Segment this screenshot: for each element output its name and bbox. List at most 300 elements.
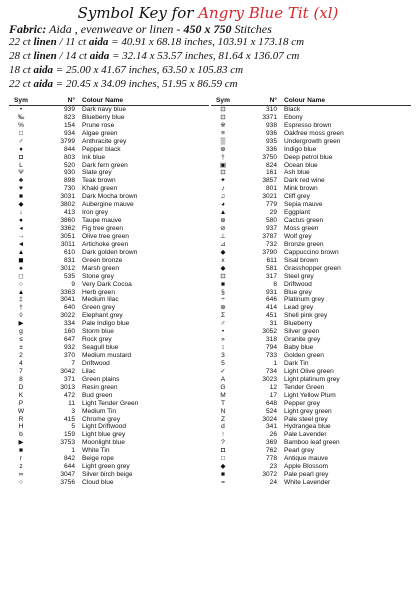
number-cell: 823 xyxy=(63,113,75,121)
symbol-cell: ◄ xyxy=(17,240,25,248)
header-num: N° xyxy=(269,97,277,104)
table-row xyxy=(211,447,411,455)
table-row xyxy=(9,368,209,376)
number-cell: 524 xyxy=(265,407,277,415)
colour-name-cell: Artichoke green xyxy=(82,240,129,248)
symbol-cell: ✦ xyxy=(220,177,226,185)
table-row xyxy=(211,360,411,368)
colour-name-cell: Blueberry xyxy=(284,320,313,328)
number-cell: 3023 xyxy=(262,375,277,383)
table-row xyxy=(9,122,209,130)
table-row xyxy=(9,273,209,281)
pattern-name: Angry Blue Tit (xl) xyxy=(198,4,339,22)
symbol-cell: r xyxy=(19,455,23,463)
colour-name-cell: Undergrowth green xyxy=(284,137,341,145)
colour-name-cell: Lead grey xyxy=(284,304,314,312)
colour-name-cell: Green plains xyxy=(82,375,120,383)
number-cell: 159 xyxy=(63,431,75,439)
colour-name-cell: Ocean blue xyxy=(284,161,318,169)
colour-name-cell: Ash blue xyxy=(284,169,310,177)
colour-name-cell: Baby blue xyxy=(284,344,314,352)
colour-name-cell: Iron grey xyxy=(82,209,109,217)
table-row xyxy=(211,201,411,209)
symbol-cell: Σ xyxy=(220,312,226,320)
table-row xyxy=(9,177,209,185)
table-row xyxy=(9,352,209,360)
table-row xyxy=(9,296,209,304)
table-row xyxy=(211,162,411,170)
colour-name-cell: Marsh green xyxy=(82,264,120,272)
table-row xyxy=(211,193,411,201)
size-dims: = 40.91 x 68.18 inches, 103.91 x 173.18 cm xyxy=(111,36,305,48)
number-cell: 3021 xyxy=(262,193,277,201)
number-cell: 648 xyxy=(265,399,277,407)
table-row xyxy=(9,416,209,424)
table-row xyxy=(211,225,411,233)
table-row xyxy=(211,455,411,463)
table-row xyxy=(211,281,411,289)
symbol-cell: 4 xyxy=(19,359,23,367)
colour-name-cell: Black xyxy=(284,105,301,113)
size-count: 22 ct xyxy=(9,36,31,48)
stitch-count: 450 x 750 xyxy=(183,22,232,36)
size-line xyxy=(9,50,409,62)
page-title xyxy=(0,4,416,22)
number-cell: 646 xyxy=(265,296,277,304)
symbol-cell: b xyxy=(19,431,23,439)
title-prefix: Symbol Key for xyxy=(77,4,194,22)
key-table-right xyxy=(211,97,411,487)
table-row xyxy=(211,384,411,392)
size-dims: = 32.14 x 53.57 inches, 81.64 x 136.07 cm xyxy=(112,50,300,62)
number-cell: 3753 xyxy=(60,439,75,447)
colour-name-cell: Mink brown xyxy=(284,185,318,193)
number-cell: 801 xyxy=(265,185,277,193)
symbol-cell: ▲ xyxy=(17,288,25,296)
table-row xyxy=(9,455,209,463)
header-sym: Sym xyxy=(14,97,28,104)
table-row xyxy=(211,209,411,217)
symbol-cell: ÷ xyxy=(221,296,225,304)
symbol-cell: ▶ xyxy=(18,439,24,447)
table-row xyxy=(9,400,209,408)
number-cell: 580 xyxy=(265,217,277,225)
number-cell: 11 xyxy=(68,399,75,407)
table-row xyxy=(9,423,209,431)
symbol-cell: 8 xyxy=(19,375,23,383)
table-row xyxy=(211,376,411,384)
colour-name-cell: Pale steel grey xyxy=(284,415,328,423)
colour-name-cell: Silver birch beige xyxy=(82,471,133,479)
table-row xyxy=(9,138,209,146)
colour-name-cell: Dark navy blue xyxy=(82,105,126,113)
colour-name-cell: Antique mauve xyxy=(284,455,328,463)
number-cell: 803 xyxy=(63,153,75,161)
colour-name-cell: Shell pink grey xyxy=(284,312,328,320)
symbol-cell: ≤ xyxy=(19,336,23,344)
table-row xyxy=(9,312,209,320)
colour-name-cell: Dark fern green xyxy=(82,161,128,169)
key-table-right-body xyxy=(211,106,411,487)
number-cell: 611 xyxy=(266,256,277,264)
symbol-cell: ※ xyxy=(220,121,226,129)
symbol-cell: K xyxy=(18,391,24,399)
table-row xyxy=(9,225,209,233)
colour-name-cell: Espresso brown xyxy=(284,121,332,129)
table-row xyxy=(211,114,411,122)
colour-name-cell: Stone grey xyxy=(82,272,114,280)
symbol-cell: P xyxy=(18,399,24,407)
colour-name-cell: Green bronze xyxy=(82,256,123,264)
symbol-cell: ■ xyxy=(221,280,225,288)
colour-name-cell: Moss green xyxy=(284,225,319,232)
size-line xyxy=(9,64,409,76)
number-cell: 318 xyxy=(265,336,277,344)
colour-name-cell: White Tin xyxy=(82,447,110,455)
colour-name-cell: Cloud blue xyxy=(82,479,114,486)
symbol-cell: • xyxy=(221,328,225,336)
table-row xyxy=(211,249,411,257)
size-type-aida: aida xyxy=(33,78,54,90)
number-cell: 938 xyxy=(265,121,277,129)
number-cell: 23 xyxy=(269,463,277,471)
table-row xyxy=(9,130,209,138)
number-cell: 3052 xyxy=(262,328,277,336)
colour-name-cell: Taupe mauve xyxy=(82,217,122,225)
table-row xyxy=(9,185,209,193)
colour-name-cell: Light platinum grey xyxy=(284,375,340,383)
symbol-cell: M xyxy=(220,391,226,399)
symbol-cell: ■ xyxy=(221,471,225,479)
table-row xyxy=(211,439,411,447)
number-cell: 3790 xyxy=(262,248,277,256)
table-row xyxy=(9,360,209,368)
table-row xyxy=(9,265,209,273)
size-line xyxy=(9,78,409,90)
colour-name-cell: Sepia mauve xyxy=(284,201,323,209)
number-cell: 3371 xyxy=(262,113,277,121)
colour-name-cell: Hydrangea blue xyxy=(284,423,331,431)
colour-name-cell: Very Dark Cocoa xyxy=(82,280,132,288)
table-row xyxy=(211,177,411,185)
number-cell: 520 xyxy=(63,161,75,169)
table-row xyxy=(211,154,411,162)
size-dims: = 25.00 x 41.67 inches, 63.50 x 105.83 cm xyxy=(55,64,244,76)
number-cell: 647 xyxy=(63,336,75,344)
colour-name-cell: Algae green xyxy=(82,129,118,137)
number-cell: 26 xyxy=(269,431,277,439)
table-row xyxy=(9,304,209,312)
table-row xyxy=(9,193,209,201)
colour-name-cell: Prune rose xyxy=(82,121,115,129)
table-row xyxy=(211,257,411,265)
number-cell: 24 xyxy=(269,479,277,486)
symbol-cell: ◻ xyxy=(18,272,24,280)
number-cell: 336 xyxy=(265,145,277,153)
stitch-suffix: Stitches xyxy=(234,22,272,36)
number-cell: 3031 xyxy=(60,193,75,201)
number-cell: 1 xyxy=(273,359,277,367)
number-cell: 535 xyxy=(63,272,75,280)
symbol-cell: ◕ xyxy=(221,201,225,209)
number-cell: 31 xyxy=(269,320,277,328)
table-row xyxy=(211,273,411,281)
symbol-cell: ? xyxy=(221,439,225,447)
number-cell: 161 xyxy=(265,169,277,177)
colour-name-cell: Light Tender Green xyxy=(82,399,139,407)
table-row xyxy=(211,400,411,408)
symbol-cell: ♪ xyxy=(221,185,225,193)
number-cell: 3857 xyxy=(262,177,277,185)
colour-name-cell: Deep petrol blue xyxy=(284,153,333,161)
number-cell: 341 xyxy=(265,423,277,431)
colour-name-cell: Storm blue xyxy=(82,328,114,336)
colour-name-cell: Bronze green xyxy=(284,240,324,248)
symbol-cell: N xyxy=(220,407,226,415)
number-cell: 472 xyxy=(63,391,75,399)
table-row xyxy=(9,249,209,257)
colour-name-cell: Fig tree green xyxy=(82,225,124,232)
number-cell: 824 xyxy=(265,161,277,169)
symbol-cell: 3 xyxy=(221,352,225,359)
symbol-cell: Z xyxy=(220,415,226,423)
table-row xyxy=(9,336,209,344)
symbol-cell: ○ xyxy=(19,479,23,486)
symbol-cell: ◆ xyxy=(220,463,226,471)
table-row xyxy=(9,471,209,479)
colour-name-cell: Moonlight blue xyxy=(82,439,125,447)
colour-name-cell: Medium lilac xyxy=(82,296,119,304)
symbol-cell: ▣ xyxy=(219,161,227,169)
number-cell: 732 xyxy=(265,240,277,248)
colour-name-cell: Medium mustard xyxy=(82,352,132,359)
table-row xyxy=(211,368,411,376)
table-row xyxy=(9,384,209,392)
symbol-cell: = xyxy=(221,479,225,486)
colour-name-cell: Light green grey xyxy=(82,463,130,471)
header-num: N° xyxy=(67,97,75,104)
symbol-cell: ‰ xyxy=(17,113,25,121)
number-cell: 937 xyxy=(265,225,277,232)
table-row xyxy=(211,233,411,241)
colour-name-cell: Aubergine mauve xyxy=(82,201,134,209)
colour-name-cell: Tender Green xyxy=(284,383,325,391)
symbol-cell: † xyxy=(19,304,23,312)
number-cell: 3756 xyxy=(60,479,75,486)
colour-name-cell: Khaki green xyxy=(82,185,118,193)
table-row xyxy=(211,312,411,320)
table-row xyxy=(9,241,209,249)
colour-name-cell: Steel grey xyxy=(284,272,314,280)
number-cell: 730 xyxy=(63,185,75,193)
colour-name-cell: Light Driftwood xyxy=(82,423,126,431)
symbol-cell: ↑ xyxy=(221,431,225,439)
colour-name-cell: Teak brown xyxy=(82,177,116,185)
symbol-cell: ◆ xyxy=(220,248,226,256)
key-table-left-body xyxy=(9,106,209,487)
symbol-cell: g xyxy=(19,328,23,336)
table-row xyxy=(9,376,209,384)
symbol-cell: 5 xyxy=(221,359,225,367)
number-cell: 371 xyxy=(63,375,75,383)
fabric-text: Aida , evenweave or linen - xyxy=(49,22,181,36)
symbol-cell: Ψ xyxy=(18,169,24,177)
symbol-cell: ⊘ xyxy=(220,225,226,232)
colour-name-cell: Apple Blossom xyxy=(284,463,328,471)
number-cell: 8 xyxy=(273,280,277,288)
colour-name-cell: Medium Tin xyxy=(82,407,117,415)
number-cell: 451 xyxy=(265,312,277,320)
colour-name-cell: Cactus green xyxy=(284,217,324,225)
size-type-linen: linen xyxy=(33,50,57,62)
colour-name-cell: Blueberry blue xyxy=(82,113,125,121)
symbol-cell: % xyxy=(18,121,24,129)
colour-name-cell: Platinum grey xyxy=(284,296,325,304)
number-cell: 29 xyxy=(269,209,277,217)
colour-name-cell: Cappuccino brown xyxy=(284,248,339,256)
number-cell: 154 xyxy=(63,121,75,129)
colour-name-cell: Dark red wine xyxy=(284,177,325,185)
symbol-cell: □ xyxy=(221,455,225,463)
table-row xyxy=(9,209,209,217)
table-row xyxy=(211,138,411,146)
colour-name-cell: Light grey green xyxy=(284,407,332,415)
number-cell: 3051 xyxy=(60,232,75,240)
colour-name-cell: Anthracite grey xyxy=(82,137,127,145)
number-cell: 844 xyxy=(63,145,75,153)
table-row xyxy=(9,106,209,114)
table-row xyxy=(9,479,209,487)
number-cell: 17 xyxy=(269,391,277,399)
number-cell: 734 xyxy=(265,367,277,375)
symbol-cell: H xyxy=(18,423,24,431)
table-row xyxy=(211,431,411,439)
size-mid: / 14 ct xyxy=(59,50,87,62)
colour-name-cell: Sisal brown xyxy=(284,256,319,264)
number-cell: 334 xyxy=(63,320,75,328)
table-row xyxy=(211,265,411,273)
header-name: Colour Name xyxy=(82,97,124,104)
number-cell: 3012 xyxy=(60,264,75,272)
symbol-cell: A xyxy=(220,375,226,383)
table-row xyxy=(211,289,411,297)
table-row xyxy=(211,416,411,424)
number-cell: 581 xyxy=(265,264,277,272)
number-cell: 415 xyxy=(63,415,75,423)
number-cell: 3042 xyxy=(60,367,75,375)
number-cell: 310 xyxy=(265,105,277,113)
number-cell: 831 xyxy=(63,256,75,264)
number-cell: 733 xyxy=(265,352,277,359)
colour-name-cell: Pearl grey xyxy=(284,447,315,455)
symbol-cell: ⊡ xyxy=(220,113,226,121)
table-row xyxy=(9,217,209,225)
number-cell: 5 xyxy=(71,423,75,431)
number-cell: 794 xyxy=(265,344,277,352)
number-cell: 3072 xyxy=(262,471,277,479)
symbol-cell: ♣ xyxy=(18,177,24,185)
table-row xyxy=(9,344,209,352)
table-row xyxy=(211,106,411,114)
table-row xyxy=(9,392,209,400)
table-row xyxy=(9,257,209,265)
table-row xyxy=(9,281,209,289)
number-cell: 413 xyxy=(63,209,75,217)
table-row xyxy=(9,320,209,328)
size-type-aida: aida xyxy=(89,50,110,62)
colour-name-cell: Driftwood xyxy=(284,280,312,288)
number-cell: 931 xyxy=(265,288,277,296)
symbol-cell: ◆ xyxy=(220,264,226,272)
colour-name-cell: Pale pearl grey xyxy=(284,471,329,479)
colour-name-cell: Dark Mocha brown xyxy=(82,193,138,201)
number-cell: 640 xyxy=(63,304,75,312)
number-cell: 898 xyxy=(63,177,75,185)
key-table-left xyxy=(9,97,209,487)
size-type-aida: aida xyxy=(33,64,54,76)
symbol-cell: ⊕ xyxy=(220,145,226,153)
number-cell: 12 xyxy=(269,383,277,391)
table-row xyxy=(9,289,209,297)
header-name: Colour Name xyxy=(284,97,326,104)
number-cell: 934 xyxy=(63,129,75,137)
table-row xyxy=(211,423,411,431)
table-row xyxy=(211,320,411,328)
symbol-cell: ⊕ xyxy=(220,217,226,225)
number-cell: 3022 xyxy=(60,312,75,320)
colour-name-cell: Herb green xyxy=(82,288,115,296)
colour-name-cell: Beige rope xyxy=(82,455,114,463)
table-row xyxy=(211,471,411,479)
symbol-cell: ⊡ xyxy=(220,105,226,113)
symbol-cell: ⊡ xyxy=(220,272,226,280)
colour-name-cell: Indigo blue xyxy=(284,145,317,153)
colour-name-cell: Rock grey xyxy=(82,336,112,344)
table-row xyxy=(9,439,209,447)
number-cell: 842 xyxy=(63,455,75,463)
number-cell: 3750 xyxy=(262,153,277,161)
colour-name-cell: Pale Lavender xyxy=(284,431,327,439)
number-cell: 936 xyxy=(265,129,277,137)
table-row xyxy=(211,146,411,154)
symbol-cell: R xyxy=(18,415,24,423)
table-row xyxy=(9,233,209,241)
colour-name-cell: Pepper black xyxy=(82,145,121,153)
number-cell: 779 xyxy=(265,201,277,209)
symbol-cell: ○ xyxy=(19,280,23,288)
size-count: 28 ct xyxy=(9,50,31,62)
colour-name-cell: Granite grey xyxy=(284,336,321,344)
table-row xyxy=(9,201,209,209)
symbol-cell: ‡ xyxy=(19,296,23,304)
number-cell: 932 xyxy=(63,344,75,352)
symbol-cell: ⊥ xyxy=(220,232,226,240)
symbol-cell: • xyxy=(19,105,23,113)
colour-name-cell: Grasshopper green xyxy=(284,264,341,272)
table-row xyxy=(211,241,411,249)
table-row xyxy=(211,336,411,344)
number-cell: 3011 xyxy=(60,240,75,248)
colour-name-cell: Slate grey xyxy=(82,169,112,177)
table-row xyxy=(9,146,209,154)
table-header xyxy=(211,97,411,106)
table-header xyxy=(9,97,209,106)
table-row xyxy=(211,169,411,177)
colour-name-cell: White Lavender xyxy=(284,479,331,486)
fabric-label: Fabric: xyxy=(9,22,47,36)
table-row xyxy=(211,463,411,471)
symbol-cell: 2 xyxy=(19,352,23,359)
